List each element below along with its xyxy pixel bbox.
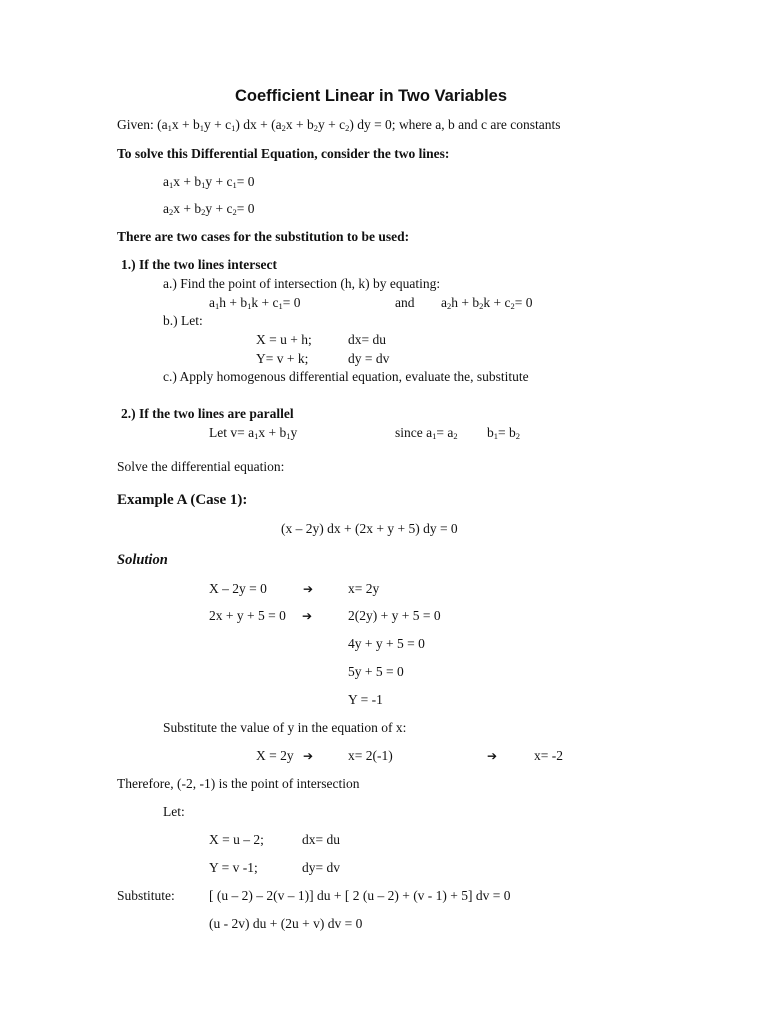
arrow-icon: ➔ — [487, 749, 498, 763]
line-equation-2: $a_2x + b_2y + c_2= 0$ — [163, 201, 255, 217]
sub-row-b: x= 2(-1) — [348, 748, 393, 763]
arrow-icon: ➔ — [303, 582, 314, 596]
sub-row-a: X = 2y — [256, 748, 294, 763]
substitute-equation-1: [ (u – 2) – 2(v – 1)] du + [ 2 (u – 2) + (v - 1) + 5] dv = 0 — [209, 888, 511, 903]
case1-and: and — [395, 295, 415, 310]
cases-heading: There are two cases for the substitution to be used: — [117, 229, 410, 244]
case1-heading: 1.) If the two lines intersect — [121, 257, 277, 272]
step-1-right: x= 2y — [348, 581, 380, 596]
sub2-dy: dy= dv — [302, 860, 340, 875]
let-label: Let: — [163, 804, 185, 819]
solve-line: Solve the differential equation: — [117, 459, 285, 474]
sub2-x: X = u – 2; — [209, 832, 264, 847]
case1-step-b: b.) Let: — [163, 313, 203, 328]
substitute-label: Substitute: — [117, 888, 175, 903]
case1-dx: dx= du — [348, 332, 386, 347]
arrow-icon: ➔ — [303, 749, 314, 763]
case1-y-sub: Y= v + k; — [256, 351, 309, 366]
case2-since: since $a_1= a_2$ — [395, 425, 458, 441]
step-1-left: X – 2y = 0 — [209, 581, 267, 596]
case1-x-sub: X = u + h; — [256, 332, 312, 347]
step-2-right: 2(2y) + y + 5 = 0 — [348, 608, 441, 623]
case2-b-eq: $b_1= b_2$ — [487, 425, 520, 441]
step-2-left: 2x + y + 5 = 0 — [209, 608, 286, 623]
given-label: Given: — [117, 117, 154, 132]
sub2-dx: dx= du — [302, 832, 340, 847]
page-title: Coefficient Linear in Two Variables — [235, 87, 508, 105]
step-5: Y = -1 — [348, 692, 383, 707]
example-equation: (x – 2y) dx + (2x + y + 5) dy = 0 — [281, 521, 458, 536]
step-4: 5y + 5 = 0 — [348, 664, 404, 679]
sub2-y: Y = v -1; — [209, 860, 258, 875]
case1-step-c: c.) Apply homogenous differential equation, evaluate the, substitute — [163, 369, 529, 384]
example-heading: Example A (Case 1): — [117, 492, 248, 508]
case1-eq-right: $a_2h + b_2k + c_2= 0$ — [441, 295, 533, 311]
substitute-equation-2: (u - 2v) du + (2u + v) dv = 0 — [209, 916, 363, 931]
step-3: 4y + y + 5 = 0 — [348, 636, 425, 651]
therefore-line: Therefore, (-2, -1) is the point of intersection — [117, 776, 360, 791]
line-equation-1: $a_1x + b_1y + c_1= 0$ — [163, 174, 255, 190]
solution-heading: Solution — [117, 552, 168, 568]
given-expr: $(a_1x + b_1y + c_1)$ dx + $(a_2x + b_2y + c_2)$ dy = 0; where a, b and c are constants — [157, 117, 561, 133]
sub-row-c: x= -2 — [534, 748, 563, 763]
arrow-icon: ➔ — [302, 609, 313, 623]
case2-heading: 2.) If the two lines are parallel — [121, 406, 294, 421]
solve-heading: To solve this Differential Equation, consider the two lines: — [117, 146, 450, 161]
case1-dy: dy = dv — [348, 351, 390, 366]
case2-let: Let $v= a_1x + b_1y$ — [209, 425, 298, 441]
substitute-instruction: Substitute the value of y in the equation of x: — [163, 720, 407, 735]
case1-step-a: a.) Find the point of intersection (h, k) by equating: — [163, 276, 441, 291]
case1-eq-left: $a_1h + b_1k + c_1= 0$ — [209, 295, 301, 311]
given-line — [117, 117, 561, 133]
